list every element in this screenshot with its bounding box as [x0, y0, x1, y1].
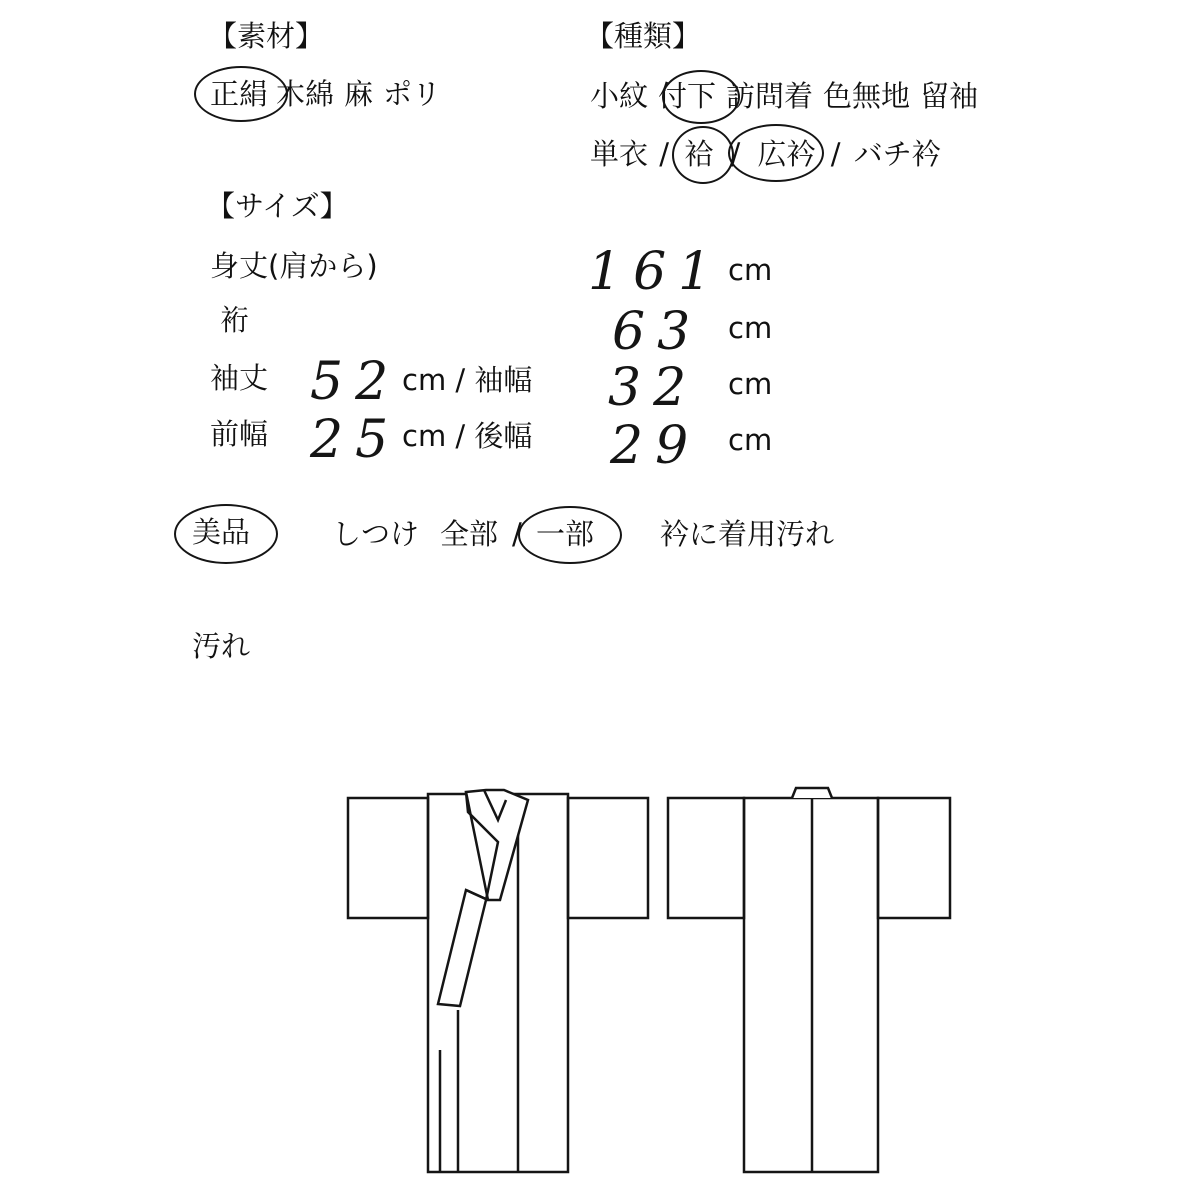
type-sep1: /: [659, 137, 670, 171]
ushirohaba-unit: cm: [728, 423, 773, 457]
sodetake-value: 52: [310, 352, 401, 412]
type-tsukesage: 付下: [658, 79, 717, 113]
material-heading: 【素材】: [208, 19, 325, 53]
yuki-label: 裄: [220, 303, 250, 337]
type-sep2: /: [730, 137, 741, 171]
condition-note: 衿に着用汚れ: [660, 517, 835, 551]
stain-label: 汚れ: [192, 629, 251, 663]
mitake-unit: cm: [728, 253, 773, 287]
maehaba-value: 25: [310, 410, 401, 470]
type-hiroeri: 広衿: [757, 137, 816, 171]
material-option-poly: ポリ: [383, 77, 442, 111]
front-left-sleeve: [348, 798, 428, 918]
material-option-silk: 正絹: [210, 77, 269, 111]
sodehaba-label: cm / 袖幅: [402, 363, 533, 397]
type-komon: 小紋: [590, 79, 649, 113]
type-sep3: /: [830, 137, 841, 171]
front-right-sleeve: [568, 798, 648, 918]
kimono-front-diagram: [348, 790, 648, 1172]
yuki-value: 63: [612, 302, 703, 362]
type-iromuji: 色無地: [823, 79, 911, 113]
condition-ichibu: 一部: [536, 517, 595, 551]
material-option-cotton: 木綿: [276, 77, 335, 111]
maehaba-label: 前幅: [210, 417, 269, 451]
type-awase: 袷: [684, 137, 714, 171]
type-hitoe: 単衣: [590, 137, 649, 171]
material-option-hemp: 麻: [344, 77, 374, 111]
condition-zenbu: 全部: [440, 517, 499, 551]
back-collar: [792, 788, 832, 798]
condition-sep: /: [512, 517, 522, 551]
yuki-unit: cm: [728, 311, 773, 345]
sodehaba-unit: cm: [728, 367, 773, 401]
mitake-label: 身丈(肩から): [210, 249, 378, 283]
size-heading: 【サイズ】: [206, 189, 349, 223]
mitake-value: 161: [588, 242, 724, 302]
ushirohaba-value: 29: [610, 416, 701, 476]
back-left-sleeve: [668, 798, 744, 918]
sodehaba-value: 32: [608, 358, 699, 418]
type-heading: 【種類】: [585, 19, 702, 53]
type-tomesode: 留袖: [920, 79, 979, 113]
type-bachieri: バチ衿: [853, 137, 941, 171]
kimono-back-diagram: [668, 788, 950, 1172]
sodetake-label: 袖丈: [210, 361, 269, 395]
back-right-sleeve: [878, 798, 950, 918]
condition-shitsuke: しつけ: [332, 517, 420, 551]
type-houmongi: 訪問着: [726, 79, 814, 113]
ushirohaba-label: cm / 後幅: [402, 419, 533, 453]
condition-bihin: 美品: [192, 515, 251, 549]
